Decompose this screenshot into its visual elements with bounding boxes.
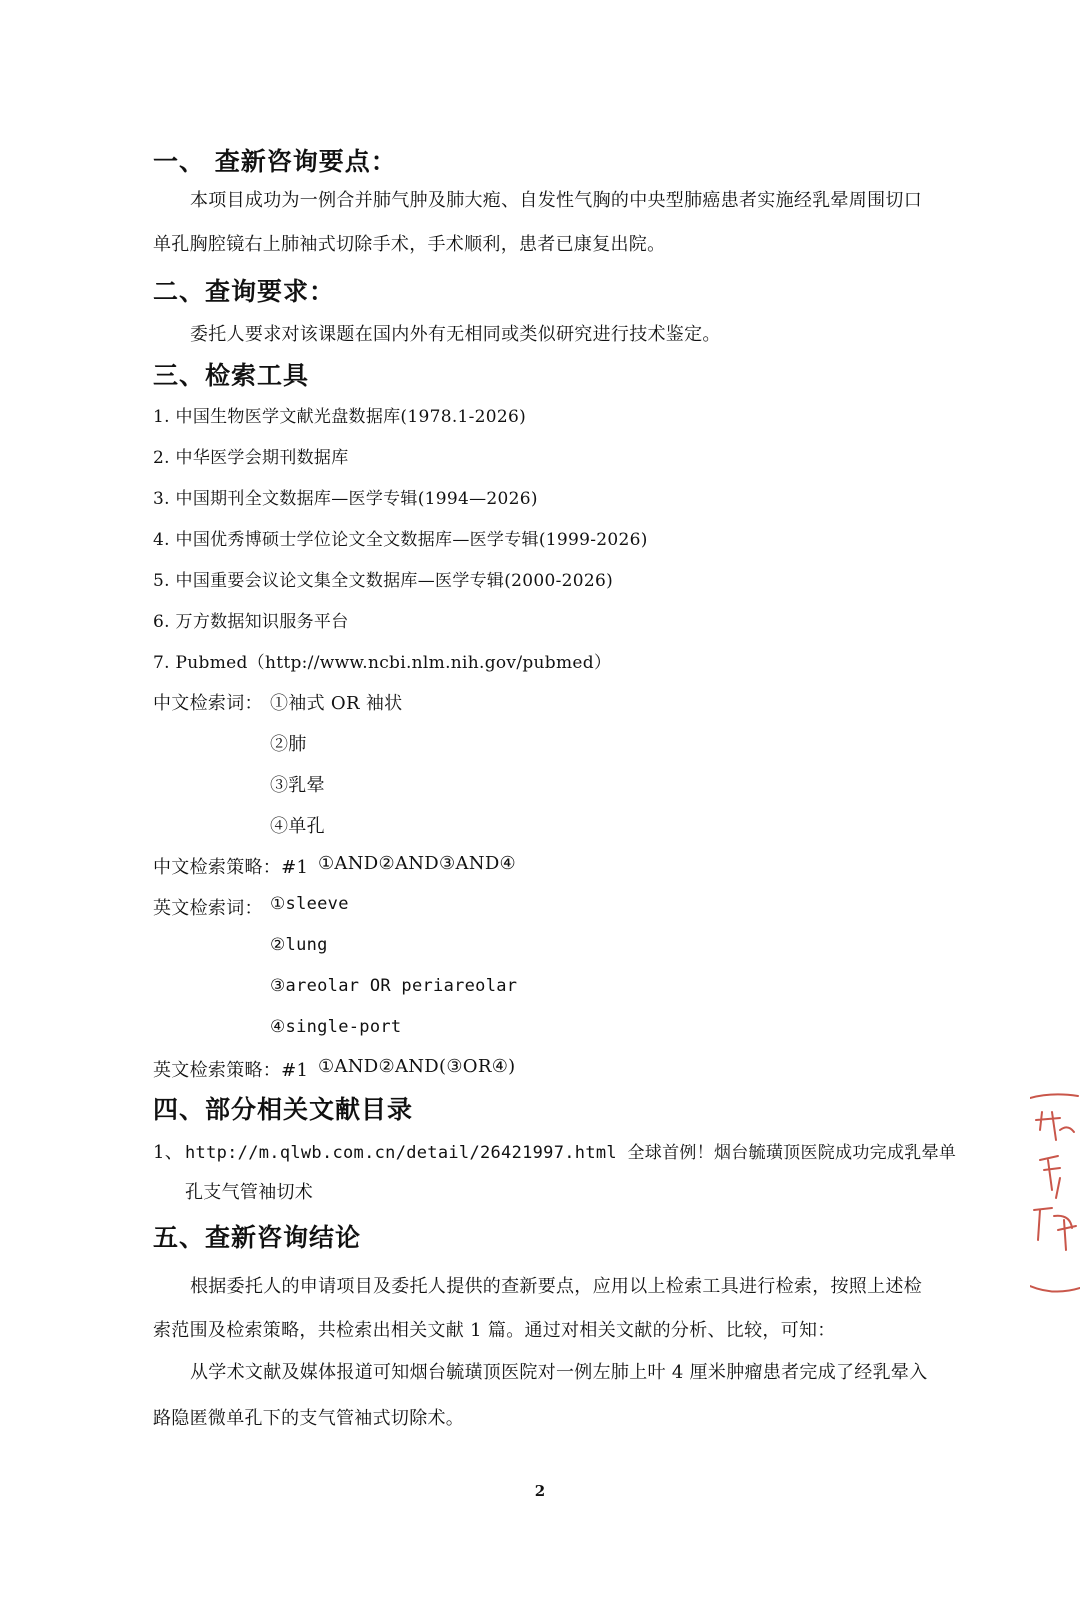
cn-term: ②肺: [270, 734, 307, 755]
section-4-heading: 四、部分相关文献目录: [153, 1095, 414, 1124]
conclusion-line-1: 根据委托人的申请项目及委托人提供的查新要点，应用以上检索工具进行检索，按照上述检: [190, 1276, 922, 1297]
section-2-heading: 二、查询要求：: [153, 277, 336, 306]
conclusion-line-3: 从学术文献及媒体报道可知烟台毓璜顶医院对一例左肺上叶 4 厘米肿瘤患者完成了经乳晕入: [190, 1362, 928, 1383]
tool-item: 3. 中国期刊全文数据库—医学专辑(1994—2026): [153, 489, 538, 509]
cn-strategy: ①AND②AND③AND④: [318, 853, 516, 874]
cn-terms-label: 中文检索词：: [153, 693, 263, 714]
reference-number: 1、: [153, 1142, 184, 1163]
tool-item: 6. 万方数据知识服务平台: [153, 612, 349, 632]
en-term: ④single-port: [270, 1017, 402, 1037]
conclusion-line-4: 路隐匿微单孔下的支气管袖式切除术。: [153, 1408, 465, 1429]
section-1-text-line-2: 单孔胸腔镜右上肺袖式切除手术，手术顺利，患者已康复出院。: [153, 234, 666, 255]
reference-line-2: 孔支气管袖切术: [185, 1182, 314, 1203]
en-term: ②lung: [270, 935, 328, 955]
section-2-text-line-1: 委托人要求对该课题在国内外有无相同或类似研究进行技术鉴定。: [190, 324, 721, 345]
cn-strategy-label: 中文检索策略：#1: [153, 857, 309, 878]
cn-term: ④单孔: [270, 816, 325, 837]
section-3-heading: 三、检索工具: [153, 361, 310, 390]
cn-term: ①袖式 OR 袖状: [270, 693, 403, 714]
section-5-heading: 五、查新咨询结论: [153, 1223, 362, 1252]
section-1-text-line-1: 本项目成功为一例合并肺气肿及肺大疱、自发性气胸的中央型肺癌患者实施经乳晕周围切口: [190, 190, 922, 211]
reference-line-1[interactable]: http://m.qlwb.com.cn/detail/26421997.html 全球首例！烟台毓璜顶医院成功完成乳晕单: [185, 1143, 957, 1163]
en-term: ③areolar OR periareolar: [270, 976, 518, 996]
red-seal-stamp: [1030, 1090, 1080, 1300]
tool-item: 7. Pubmed（http://www.ncbi.nlm.nih.gov/pubmed）: [153, 653, 612, 673]
en-term: ①sleeve: [270, 894, 349, 914]
tool-item: 2. 中华医学会期刊数据库: [153, 448, 349, 468]
conclusion-line-2: 索范围及检索策略，共检索出相关文献 1 篇。通过对相关文献的分析、比较，可知：: [153, 1320, 836, 1341]
page-number: 2: [534, 1482, 546, 1500]
en-terms-label: 英文检索词：: [153, 898, 263, 919]
section-1-heading: 一、 查新咨询要点：: [153, 147, 397, 176]
tool-item: 4. 中国优秀博硕士学位论文全文数据库—医学专辑(1999-2026): [153, 530, 648, 550]
cn-term: ③乳晕: [270, 775, 325, 796]
en-strategy: ①AND②AND(③OR④): [318, 1056, 516, 1077]
en-strategy-label: 英文检索策略：#1: [153, 1060, 309, 1081]
tool-item: 5. 中国重要会议论文集全文数据库—医学专辑(2000-2026): [153, 571, 614, 591]
tool-item: 1. 中国生物医学文献光盘数据库(1978.1-2026): [153, 407, 527, 427]
